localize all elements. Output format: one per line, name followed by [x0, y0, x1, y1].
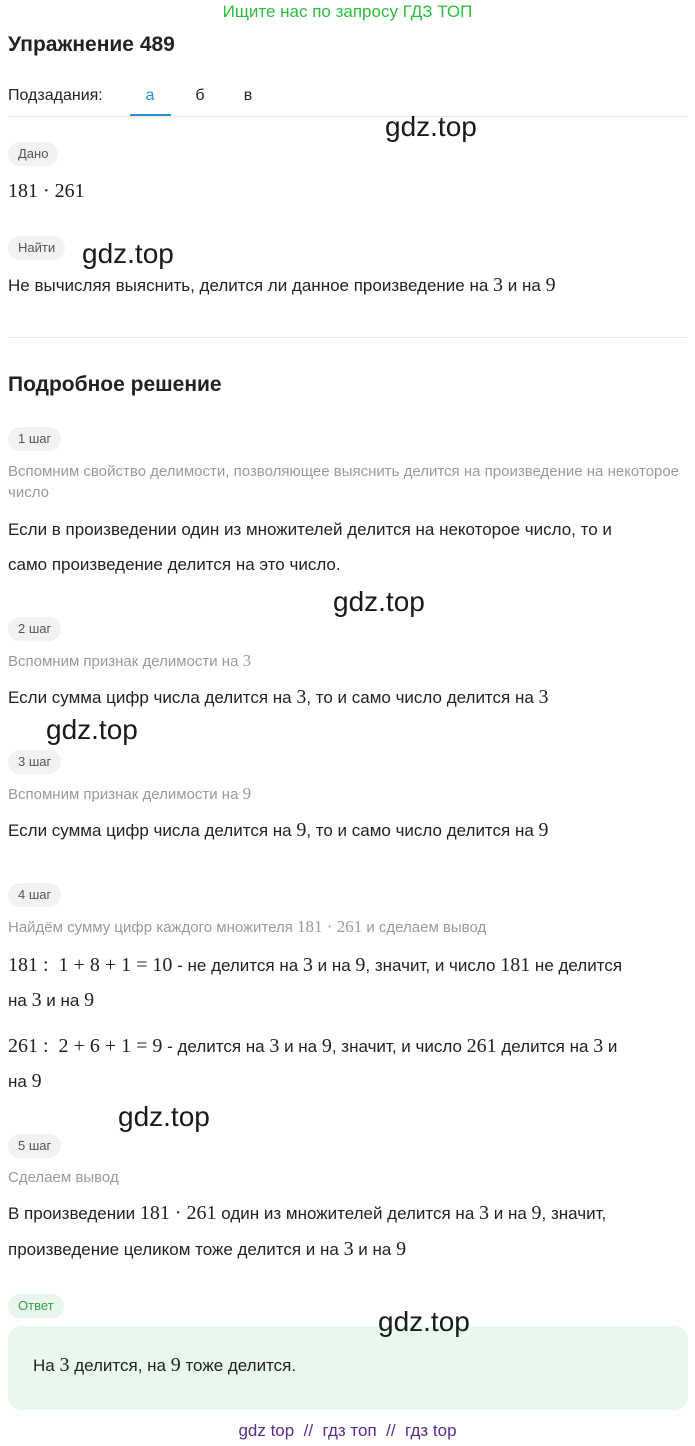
step-1-text-line-2: само произведение делится на это число.: [8, 555, 341, 574]
find-badge: Найти: [8, 236, 65, 260]
step-3-badge: 3 шаг: [8, 750, 61, 774]
footer-links: gdz top // гдз топ // гдз top: [238, 1421, 457, 1440]
answer-badge: Ответ: [8, 1294, 64, 1318]
watermark: gdz.top: [46, 714, 138, 745]
step-2-text: Если сумма цифр числа делится на 3, то и само число делится на 3: [8, 686, 549, 708]
step-4-row-1: 181 : 1 + 8 + 1 = 10 - не делится на 3 и на 9, значит, и число 181 не делится: [8, 954, 623, 976]
solution-title: Подробное решение: [8, 373, 222, 396]
footer-link-gdz-top[interactable]: gdz top: [238, 1421, 295, 1440]
step-1-text-line-1: Если в произведении один из множителей делится на некоторое число, то и: [8, 520, 612, 539]
watermark: gdz.top: [118, 1101, 210, 1132]
page-title: Упражнение 489: [8, 33, 175, 56]
tab-subtask-v[interactable]: в: [243, 87, 253, 104]
step-1-badge: 1 шаг: [8, 427, 61, 451]
step-3-hint: Вспомним признак делимости на 9: [8, 784, 252, 803]
step-5-text-line-2: произведение целиком тоже делится и на 3 и на 9: [8, 1238, 407, 1260]
promo-banner[interactable]: Ищите нас по запросу ГДЗ ТОП: [222, 2, 473, 21]
tab-subtask-a[interactable]: а: [145, 87, 155, 104]
step-4-badge: 4 шаг: [8, 883, 61, 907]
step-2-hint: Вспомним признак делимости на 3: [8, 651, 252, 670]
step-1-hint: Вспомним свойство делимости, позволяющее выяснить делится на произведение на некоторое число: [8, 463, 680, 501]
step-2-badge: 2 шаг: [8, 617, 61, 641]
section-divider: [8, 337, 688, 338]
subtasks-label: Подзадания:: [8, 87, 103, 104]
tabs-divider: [8, 116, 688, 117]
given-expression: 181 · 261: [8, 180, 85, 202]
watermark: gdz.top: [385, 111, 477, 142]
tab-subtask-b[interactable]: б: [195, 87, 205, 104]
footer-link-gdz-top-ru[interactable]: гдз топ: [322, 1421, 377, 1440]
watermark: gdz.top: [333, 586, 425, 617]
step-4-row-2-cont: на 9: [8, 1070, 42, 1092]
footer-link-gdz-top-mixed[interactable]: гдз top: [405, 1421, 457, 1440]
answer-text: На 3 делится, на 9 тоже делится.: [33, 1354, 297, 1376]
step-5-hint: Сделаем вывод: [8, 1169, 119, 1186]
step-5-badge: 5 шаг: [8, 1134, 61, 1158]
step-4-hint: Найдём сумму цифр каждого множителя 181 · 261 и сделаем вывод: [8, 917, 487, 936]
step-4-row-2: 261 : 2 + 6 + 1 = 9 - делится на 3 и на 9, значит, и число 261 делится на 3 и: [8, 1035, 618, 1057]
watermark: gdz.top: [82, 238, 174, 269]
find-text: Не вычисляя выяснить, делится ли данное произведение на 3 и на 9: [8, 274, 556, 296]
step-5-text-line-1: В произведении 181 · 261 один из множителей делится на 3 и на 9, значит,: [8, 1202, 607, 1224]
watermark: gdz.top: [378, 1306, 470, 1337]
given-badge: Дано: [8, 142, 58, 166]
step-4-row-1-cont: на 3 и на 9: [8, 989, 95, 1011]
step-3-text: Если сумма цифр числа делится на 9, то и само число делится на 9: [8, 819, 549, 841]
